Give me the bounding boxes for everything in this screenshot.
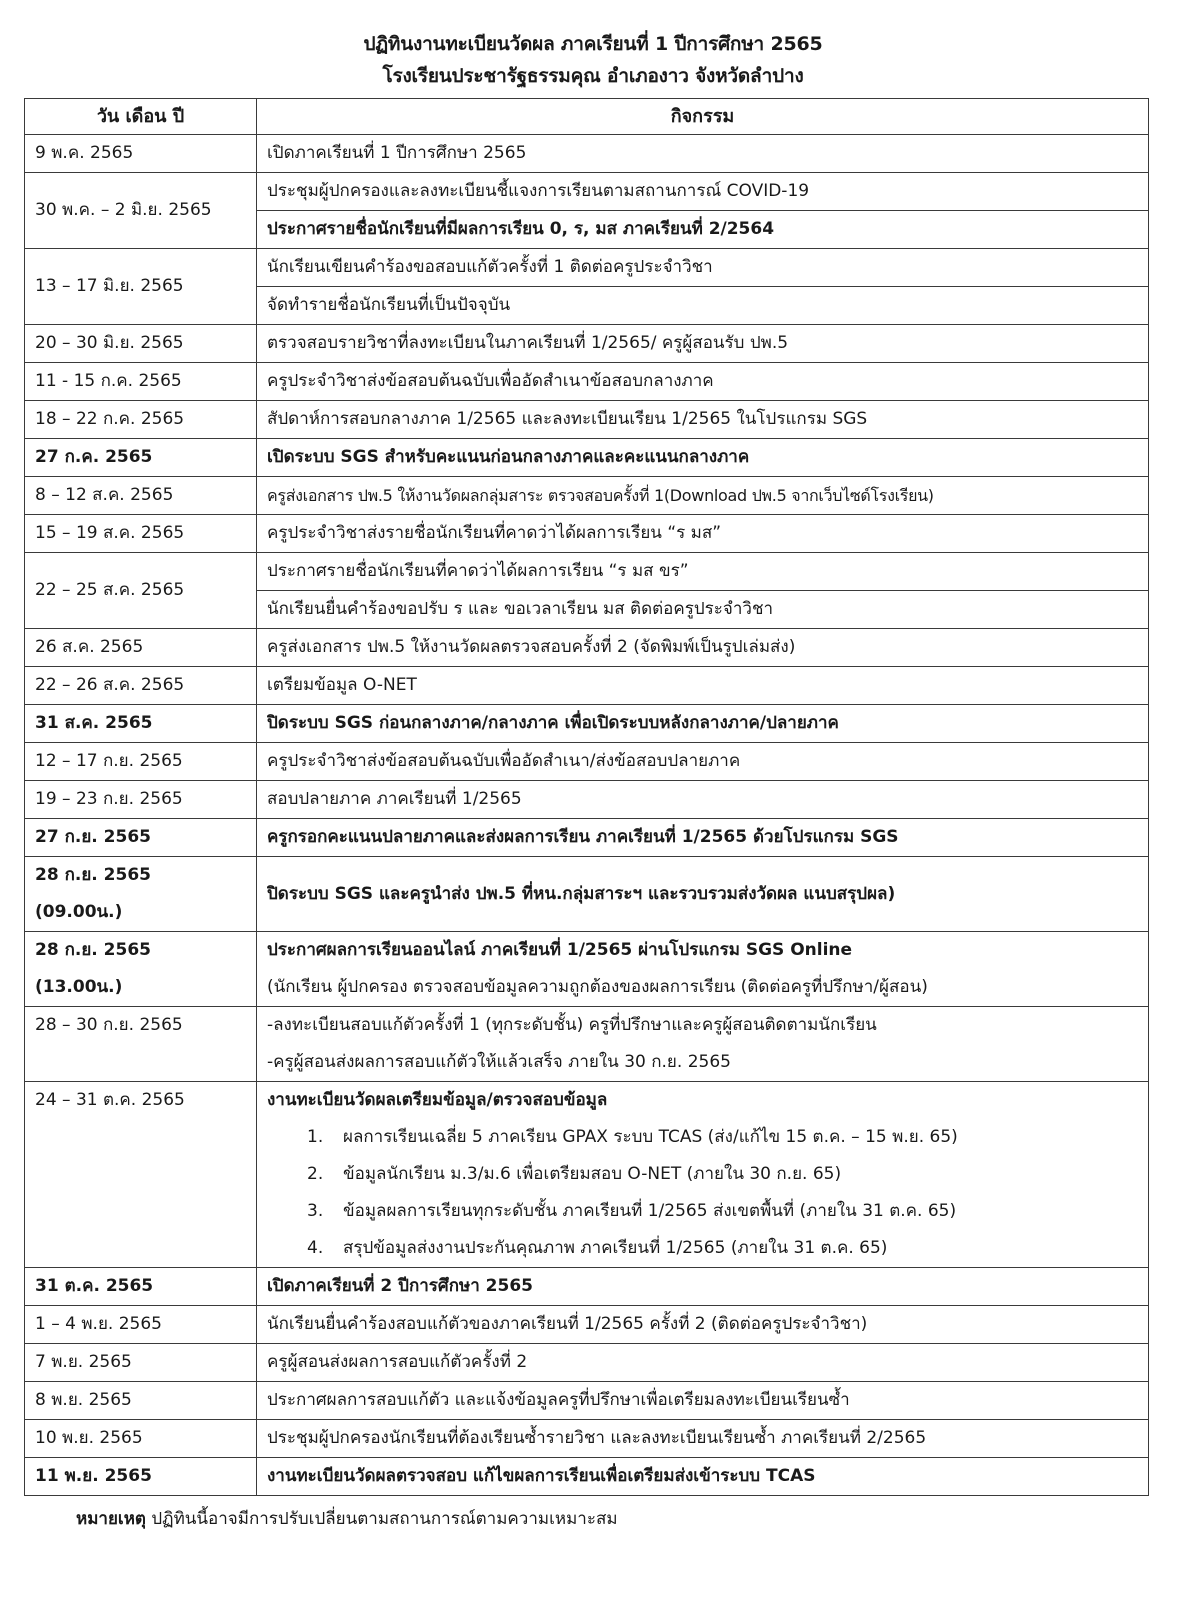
activity-cell	[257, 705, 1149, 743]
date-cell	[25, 857, 257, 932]
list-text: ผลการเรียนเฉลี่ย 5 ภาคเรียน GPAX ระบบ TCAS (ส่ง/แก้ไข 15 ต.ค. – 15 พ.ย. 65)	[343, 1127, 958, 1147]
activity-cell	[257, 1082, 1149, 1268]
activity-cell	[257, 325, 1149, 363]
list-text: ข้อมูลนักเรียน ม.3/ม.6 เพื่อเตรียมสอบ O-NET (ภายใน 30 ก.ย. 65)	[343, 1164, 842, 1184]
note-label: หมายเหตุ	[76, 1509, 146, 1529]
table-row	[25, 1344, 1149, 1382]
table-row	[25, 743, 1149, 781]
activity-cell	[257, 1382, 1149, 1420]
list-text: ข้อมูลผลการเรียนทุกระดับชั้น ภาคเรียนที่ 1/2565 ส่งเขตพื้นที่ (ภายใน 31 ต.ค. 65)	[343, 1201, 957, 1221]
list-item	[267, 1193, 1138, 1230]
activity-text: นักเรียนยื่นคำร้องขอปรับ ร และ ขอเวลาเรียน มส ติดต่อครูประจำวิชา	[267, 599, 774, 619]
activity-cell	[257, 1344, 1149, 1382]
table-row	[25, 1382, 1149, 1420]
activity-text: นักเรียนยื่นคำร้องสอบแก้ตัวของภาคเรียนที่ 1/2565 ครั้งที่ 2 (ติดต่อครูประจำวิชา)	[267, 1314, 868, 1334]
table-row	[25, 401, 1149, 439]
table-row	[25, 857, 1149, 932]
date-cell: 31 ต.ค. 2565	[25, 1268, 257, 1306]
date-cell: 27 ก.ย. 2565	[25, 819, 257, 857]
school-name: โรงเรียนประชารัฐธรรมคุณ อำเภองาว จังหวัดลำปาง	[382, 65, 804, 87]
list-item	[267, 1230, 1138, 1267]
activity-text: งานทะเบียนวัดผลเตรียมข้อมูล/ตรวจสอบข้อมูล	[267, 1090, 608, 1110]
activity-cell	[257, 1458, 1149, 1496]
list-text: สรุปข้อมูลส่งงานประกันคุณภาพ ภาคเรียนที่ 1/2565 (ภายใน 31 ต.ค. 65)	[343, 1238, 888, 1258]
list-number: 2.	[307, 1164, 324, 1184]
date-cell: 22 – 25 ส.ค. 2565	[25, 553, 257, 629]
activity-text: ประกาศผลการสอบแก้ตัว และแจ้งข้อมูลครูที่ปรึกษาเพื่อเตรียมลงทะเบียนเรียนซ้ำ	[267, 1390, 850, 1410]
activity-text: ประกาศรายชื่อนักเรียนที่คาดว่าได้ผลการเรียน “ร มส ขร”	[267, 561, 689, 581]
table-row	[25, 1082, 1149, 1268]
date-column-header: วัน เดือน ปี	[25, 99, 257, 135]
activity-text: สัปดาห์การสอบกลางภาค 1/2565 และลงทะเบียนเรียน 1/2565 ในโปรแกรม SGS	[267, 409, 868, 429]
activity-text: เปิดภาคเรียนที่ 1 ปีการศึกษา 2565	[267, 143, 527, 163]
date-cell: 18 – 22 ก.ค. 2565	[25, 401, 257, 439]
activity-cell	[257, 857, 1149, 932]
table-row	[25, 629, 1149, 667]
date-cell: 19 – 23 ก.ย. 2565	[25, 781, 257, 819]
activity-cell	[257, 1420, 1149, 1458]
activity-cell	[257, 287, 1149, 325]
date-cell: 8 – 12 ส.ค. 2565	[25, 477, 257, 515]
activity-cell	[257, 439, 1149, 477]
activity-cell	[257, 781, 1149, 819]
activity-text: ครูประจำวิชาส่งข้อสอบต้นฉบับเพื่ออัดสำเนาข้อสอบกลางภาค	[267, 371, 714, 391]
table-row	[25, 1268, 1149, 1306]
activity-text: นักเรียนเขียนคำร้องขอสอบแก้ตัวครั้งที่ 1 ติดต่อครูประจำวิชา	[267, 257, 713, 277]
activity-text: เปิดระบบ SGS สำหรับคะแนนก่อนกลางภาคและคะแนนกลางภาค	[267, 447, 750, 467]
table-row	[25, 781, 1149, 819]
activity-cell	[257, 515, 1149, 553]
time-text: (13.00น.)	[35, 977, 123, 997]
header-row	[25, 99, 1149, 135]
date-text: 28 ก.ย. 2565	[35, 940, 151, 960]
date-cell: 10 พ.ย. 2565	[25, 1420, 257, 1458]
activity-text: ครูประจำวิชาส่งรายชื่อนักเรียนที่คาดว่าได้ผลการเรียน “ร มส”	[267, 523, 722, 543]
table-row	[25, 553, 1149, 591]
activity-text: ครูส่งเอกสาร ปพ.5 ให้งานวัดผลกลุ่มสาระ ตรวจสอบครั้งที่ 1(Download ปพ.5 จากเว็บไซด์โรงเรียน)	[267, 486, 934, 505]
table-row	[25, 173, 1149, 211]
table-row	[25, 1458, 1149, 1496]
table-row	[25, 477, 1149, 515]
date-cell: 11 - 15 ก.ค. 2565	[25, 363, 257, 401]
activity-text: ปิดระบบ SGS และครูนำส่ง ปพ.5 ที่หน.กลุ่มสาระฯ และรวบรวมส่งวัดผล แนบสรุปผล)	[267, 883, 896, 904]
date-cell: 13 – 17 มิ.ย. 2565	[25, 249, 257, 325]
list-number: 4.	[307, 1238, 324, 1258]
date-cell: 1 – 4 พ.ย. 2565	[25, 1306, 257, 1344]
note-text: ปฏิทินนี้อาจมีการปรับเปลี่ยนตามสถานการณ์ตามความเหมาะสม	[151, 1509, 618, 1529]
table-row	[25, 325, 1149, 363]
activity-text: ครูประจำวิชาส่งข้อสอบต้นฉบับเพื่ออัดสำเนา/ส่งข้อสอบปลายภาค	[267, 751, 741, 771]
date-cell: 7 พ.ย. 2565	[25, 1344, 257, 1382]
table-row	[25, 1420, 1149, 1458]
activity-cell	[257, 629, 1149, 667]
activity-text: งานทะเบียนวัดผลตรวจสอบ แก้ไขผลการเรียนเพื่อเตรียมส่งเข้าระบบ TCAS	[267, 1466, 816, 1486]
list-number: 1.	[307, 1127, 324, 1147]
date-cell: 8 พ.ย. 2565	[25, 1382, 257, 1420]
table-row	[25, 1007, 1149, 1082]
activity-text: เตรียมข้อมูล O-NET	[267, 675, 417, 695]
activity-text: ประกาศผลการเรียนออนไลน์ ภาคเรียนที่ 1/2565 ผ่านโปรแกรม SGS Online	[267, 940, 853, 960]
table-row	[25, 439, 1149, 477]
date-cell: 20 – 30 มิ.ย. 2565	[25, 325, 257, 363]
activity-cell	[257, 553, 1149, 591]
date-cell: 27 ก.ค. 2565	[25, 439, 257, 477]
date-cell: 30 พ.ค. – 2 มิ.ย. 2565	[25, 173, 257, 249]
task-list	[267, 1119, 1138, 1267]
activity-cell	[257, 401, 1149, 439]
activity-subtext: -ครูผู้สอนส่งผลการสอบแก้ตัวให้แล้วเสร็จ ภายใน 30 ก.ย. 2565	[267, 1052, 731, 1072]
calendar-table	[24, 98, 1149, 1496]
date-cell: 11 พ.ย. 2565	[25, 1458, 257, 1496]
table-row	[25, 135, 1149, 173]
activity-cell	[257, 819, 1149, 857]
activity-text: -ลงทะเบียนสอบแก้ตัวครั้งที่ 1 (ทุกระดับชั้น) ครูที่ปรึกษาและครูผู้สอนติดตามนักเรียน	[267, 1015, 877, 1035]
date-cell: 24 – 31 ต.ค. 2565	[25, 1082, 257, 1268]
activity-text: ประชุมผู้ปกครองและลงทะเบียนชี้แจงการเรียนตามสถานการณ์ COVID-19	[267, 181, 810, 201]
activity-text: จัดทำรายชื่อนักเรียนที่เป็นปัจจุบัน	[267, 295, 511, 315]
activity-cell	[257, 135, 1149, 173]
activity-text: สอบปลายภาค ภาคเรียนที่ 1/2565	[267, 789, 522, 809]
activity-subtext: (นักเรียน ผู้ปกครอง ตรวจสอบข้อมูลความถูกต้องของผลการเรียน (ติดต่อครูที่ปรึกษา/ผู้สอน)	[267, 977, 928, 997]
activity-text: ประกาศรายชื่อนักเรียนที่มีผลการเรียน 0, ร, มส ภาคเรียนที่ 2/2564	[267, 219, 775, 239]
activity-text: ครูกรอกคะแนนปลายภาคและส่งผลการเรียน ภาคเรียนที่ 1/2565 ด้วยโปรแกรม SGS	[267, 827, 899, 847]
activity-cell	[257, 667, 1149, 705]
document-title: ปฏิทินงานทะเบียนวัดผล ภาคเรียนที่ 1 ปีการศึกษา 2565	[363, 33, 823, 55]
activity-text: ตรวจสอบรายวิชาที่ลงทะเบียนในภาคเรียนที่ 1/2565/ ครูผู้สอนรับ ปพ.5	[267, 333, 789, 353]
time-text: (09.00น.)	[35, 902, 123, 922]
activity-cell	[257, 249, 1149, 287]
table-row	[25, 363, 1149, 401]
activity-cell	[257, 173, 1149, 211]
date-cell: 9 พ.ค. 2565	[25, 135, 257, 173]
date-cell: 15 – 19 ส.ค. 2565	[25, 515, 257, 553]
date-text: 28 ก.ย. 2565	[35, 865, 151, 885]
list-item	[267, 1119, 1138, 1156]
activity-cell	[257, 477, 1149, 515]
list-number: 3.	[307, 1201, 324, 1221]
table-row	[25, 667, 1149, 705]
activity-text: ครูผู้สอนส่งผลการสอบแก้ตัวครั้งที่ 2	[267, 1352, 528, 1372]
date-cell: 26 ส.ค. 2565	[25, 629, 257, 667]
activity-cell	[257, 1306, 1149, 1344]
activity-cell	[257, 932, 1149, 1007]
activity-cell	[257, 591, 1149, 629]
table-row	[25, 819, 1149, 857]
activity-text: เปิดภาคเรียนที่ 2 ปีการศึกษา 2565	[267, 1276, 533, 1296]
table-row	[25, 1306, 1149, 1344]
footnote	[76, 1504, 618, 1534]
list-item	[267, 1156, 1138, 1193]
date-cell	[25, 932, 257, 1007]
date-cell: 31 ส.ค. 2565	[25, 705, 257, 743]
date-cell: 12 – 17 ก.ย. 2565	[25, 743, 257, 781]
date-cell: 22 – 26 ส.ค. 2565	[25, 667, 257, 705]
activity-cell	[257, 1268, 1149, 1306]
table-row	[25, 249, 1149, 287]
table-row	[25, 932, 1149, 1007]
activity-text: ปิดระบบ SGS ก่อนกลางภาค/กลางภาค เพื่อเปิดระบบหลังกลางภาค/ปลายภาค	[267, 713, 839, 733]
activity-column-header: กิจกรรม	[257, 99, 1149, 135]
table-row	[25, 705, 1149, 743]
activity-cell	[257, 1007, 1149, 1082]
date-cell: 28 – 30 ก.ย. 2565	[25, 1007, 257, 1082]
activity-text: ประชุมผู้ปกครองนักเรียนที่ต้องเรียนซ้ำรายวิชา และลงทะเบียนเรียนซ้ำ ภาคเรียนที่ 2/2565	[267, 1428, 927, 1448]
activity-cell	[257, 211, 1149, 249]
document-header	[0, 28, 1186, 92]
activity-cell	[257, 743, 1149, 781]
activity-text: ครูส่งเอกสาร ปพ.5 ให้งานวัดผลตรวจสอบครั้งที่ 2 (จัดพิมพ์เป็นรูปเล่มส่ง)	[267, 637, 796, 657]
activity-cell	[257, 363, 1149, 401]
table-row	[25, 515, 1149, 553]
